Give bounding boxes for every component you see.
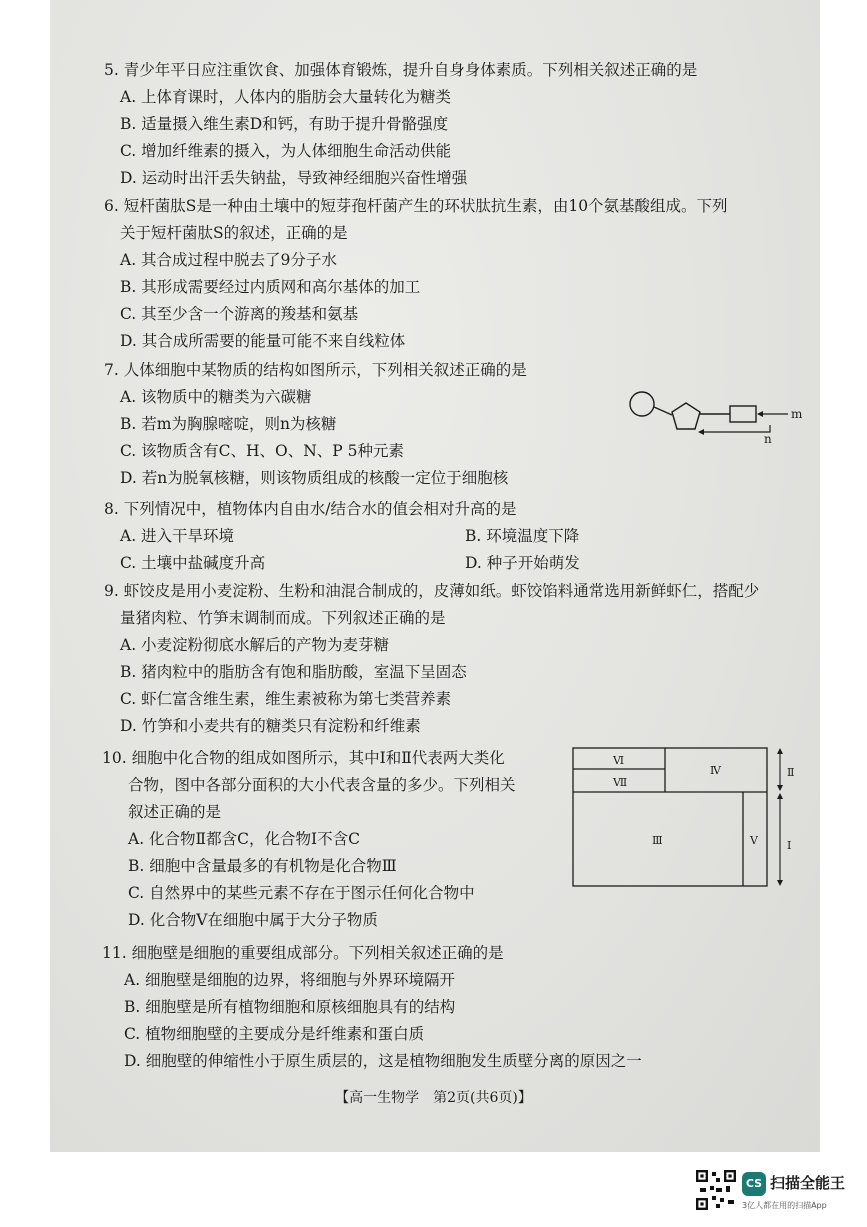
bracket-i-arrow-top bbox=[777, 793, 783, 799]
option-a: A. 进入干旱环境 bbox=[120, 527, 235, 545]
brand-tagline: 3亿人都在用的扫描App bbox=[742, 1201, 827, 1210]
option-b: B. 细胞中含量最多的有机物是化合物Ⅲ bbox=[128, 857, 397, 875]
brand-name: 扫描全能王 bbox=[770, 1174, 846, 1192]
option-c: C. 该物质含有C、H、O、N、P 5种元素 bbox=[120, 442, 405, 460]
label-ii: Ⅱ bbox=[787, 766, 795, 779]
option-d: D. 细胞壁的伸缩性小于原生质层的，这是植物细胞发生质壁分离的原因之一 bbox=[124, 1052, 642, 1070]
m-arrowhead bbox=[757, 411, 763, 417]
option-a: A. 小麦淀粉彻底水解后的产物为麦芽糖 bbox=[120, 636, 390, 654]
page-footer: 【高一生物学 第2页(共6页)】 bbox=[335, 1090, 532, 1106]
question-11 bbox=[102, 940, 642, 1075]
option-d: D. 化合物Ⅴ在细胞中属于大分子物质 bbox=[128, 911, 378, 929]
options-row-2 bbox=[104, 550, 810, 577]
phosphate-circle bbox=[630, 392, 654, 416]
question-stem: 5. 青少年平日应注重饮食、加强体育锻炼，提升自身身体素质。下列相关叙述正确的是 bbox=[104, 61, 698, 79]
label-n: n bbox=[764, 432, 772, 445]
option-d: D. 运动时出汗丢失钠盐，导致神经细胞兴奋性增强 bbox=[120, 169, 468, 187]
option-a: A. 细胞壁是细胞的边界，将细胞与外界环境隔开 bbox=[124, 971, 456, 989]
question-stem-line-1: 9. 虾饺皮是用小麦淀粉、生粉和油混合制成的，皮薄如纸。虾饺馅料通常选用新鲜虾仁，搭配少 bbox=[104, 582, 760, 600]
label-m: m bbox=[791, 407, 803, 421]
option-d: D. 竹笋和小麦共有的糖类只有淀粉和纤维素 bbox=[120, 717, 421, 735]
question-stem-line-3: 叙述正确的是 bbox=[128, 803, 222, 821]
question-9 bbox=[104, 578, 759, 740]
question-stem-line-2: 关于短杆菌肽S的叙述，正确的是 bbox=[120, 224, 348, 242]
option-c: C. 增加纤维素的摄入，为人体细胞生命活动供能 bbox=[120, 142, 452, 160]
question-stem-line-1: 10. 细胞中化合物的组成如图所示，其中Ⅰ和Ⅱ代表两大类化 bbox=[102, 749, 505, 767]
option-d: D. 其合成所需要的能量可能不来自线粒体 bbox=[120, 332, 406, 350]
option-b: B. 细胞壁是所有植物细胞和原核细胞具有的结构 bbox=[124, 998, 456, 1016]
n-arrowhead bbox=[698, 429, 704, 435]
option-b: B. 环境温度下降 bbox=[465, 527, 580, 545]
n-arrow-line bbox=[702, 425, 770, 432]
question-stem: 11. 细胞壁是细胞的重要组成部分。下列相关叙述正确的是 bbox=[102, 944, 504, 962]
compound-area-diagram bbox=[568, 744, 808, 890]
label-vi: Ⅵ bbox=[613, 754, 625, 767]
option-c: C. 土壤中盐碱度升高 bbox=[120, 554, 266, 572]
bracket-ii-arrow-top bbox=[777, 748, 783, 754]
phosphate-sugar-bond bbox=[654, 407, 672, 415]
pentose-pentagon bbox=[672, 403, 700, 429]
option-c: C. 虾仁富含维生素，维生素被称为第七类营养素 bbox=[120, 690, 452, 708]
label-vii: Ⅶ bbox=[613, 776, 628, 789]
option-b: B. 适量摄入维生素D和钙，有助于提升骨骼强度 bbox=[120, 115, 449, 133]
nucleotide-diagram bbox=[620, 385, 805, 445]
question-5 bbox=[104, 57, 697, 192]
label-i: Ⅰ bbox=[787, 839, 792, 852]
option-a: A. 上体育课时，人体内的脂肪会大量转化为糖类 bbox=[120, 88, 452, 106]
question-stem-line-2: 合物，图中各部分面积的大小代表含量的多少。下列相关 bbox=[128, 776, 516, 794]
question-stem-line-2: 量猪肉粒、竹笋末调制而成。下列叙述正确的是 bbox=[120, 609, 446, 627]
option-a: A. 该物质中的糖类为六碳糖 bbox=[120, 388, 312, 406]
option-a: A. 其合成过程中脱去了9分子水 bbox=[120, 251, 337, 269]
option-d: D. 种子开始萌发 bbox=[465, 554, 580, 572]
option-b: B. 其形成需要经过内质网和高尔基体的加工 bbox=[120, 278, 421, 296]
label-v: Ⅴ bbox=[750, 834, 758, 847]
question-7 bbox=[104, 357, 527, 492]
question-10 bbox=[102, 745, 516, 934]
question-stem: 8. 下列情况中，植物体内自由水/结合水的值会相对升高的是 bbox=[104, 500, 517, 518]
question-stem-line-1: 6. 短杆菌肽S是一种由土壤中的短芽孢杆菌产生的环状肽抗生素，由10个氨基酸组成。下列 bbox=[104, 197, 728, 215]
label-iv: Ⅳ bbox=[710, 764, 721, 777]
question-stem: 7. 人体细胞中某物质的结构如图所示，下列相关叙述正确的是 bbox=[104, 361, 527, 379]
option-b: B. 猪肉粒中的脂肪含有饱和脂肪酸，室温下呈固态 bbox=[120, 663, 467, 681]
option-a: A. 化合物Ⅱ都含C，化合物Ⅰ不含C bbox=[128, 830, 360, 848]
options-row-1 bbox=[104, 523, 810, 550]
qr-code-icon bbox=[696, 1170, 736, 1210]
bracket-i-arrow-bottom bbox=[777, 880, 783, 886]
option-c: C. 植物细胞壁的主要成分是纤维素和蛋白质 bbox=[124, 1025, 425, 1043]
option-b: B. 若m为胸腺嘧啶，则n为核糖 bbox=[120, 415, 337, 433]
option-c: C. 自然界中的某些元素不存在于图示任何化合物中 bbox=[128, 884, 475, 902]
option-c: C. 其至少含一个游离的羧基和氨基 bbox=[120, 305, 359, 323]
camscanner-logo-icon: CS bbox=[742, 1172, 766, 1196]
scanner-watermark bbox=[696, 1170, 856, 1218]
base-rectangle bbox=[730, 406, 756, 422]
option-d: D. 若n为脱氧核糖，则该物质组成的核酸一定位于细胞核 bbox=[120, 469, 509, 487]
question-8 bbox=[104, 496, 810, 577]
question-6 bbox=[104, 193, 728, 355]
label-iii: Ⅲ bbox=[652, 834, 663, 847]
bracket-ii-arrow-bottom bbox=[777, 785, 783, 791]
